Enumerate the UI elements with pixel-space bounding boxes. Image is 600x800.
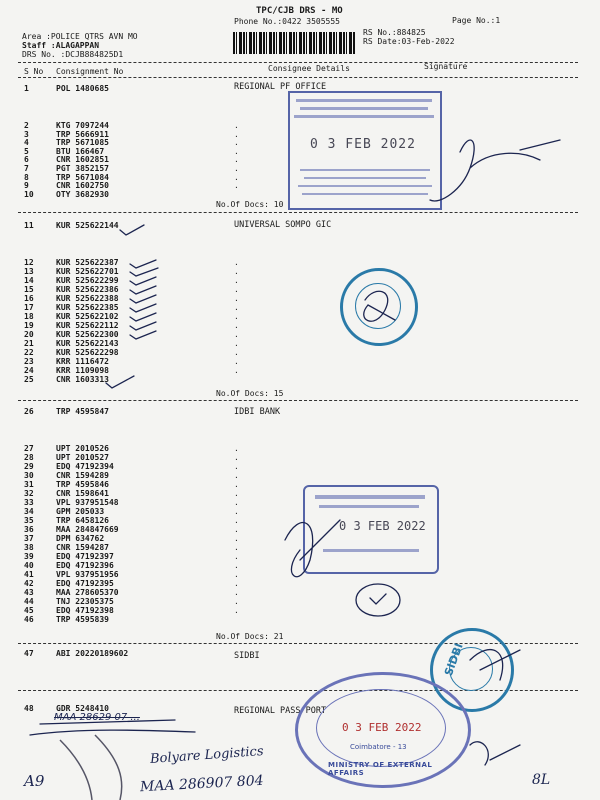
col-consignment: Consignment No (56, 67, 124, 76)
table-row: 1 POL 1480685 (24, 84, 109, 93)
table-row: 11 KUR 525622144 (24, 221, 119, 230)
table-row: 24 KRR 1109098 . (24, 366, 239, 375)
table-row: 5 BTU 166467 . (24, 146, 239, 156)
col-consignee: Consignee Details (268, 64, 350, 73)
table-row: 15 KUR 525622386 . (24, 285, 239, 294)
signature-pf-ink (430, 140, 560, 201)
table-row: 6 CNR 1602851 . (24, 155, 239, 165)
cancelled-consignment: MAA 28629 07 ... (54, 712, 140, 723)
phone-number: Phone No.:0422 3505555 (234, 17, 340, 26)
table-row: 13 KUR 525622701 . (24, 267, 239, 276)
rs-date: RS Date:03-Feb-2022 (363, 37, 455, 46)
table-row: 27 UPT 2010526 . (24, 444, 239, 453)
table-row: 32 CNR 1598641 . (24, 489, 239, 498)
no-of-docs: No.Of Docs: 10 (216, 200, 284, 209)
handwritten-company-note: Bolyare Logistics (149, 744, 265, 767)
table-row: 42 EDQ 47192395 . (24, 579, 239, 588)
no-of-docs: No.Of Docs: 21 (216, 632, 284, 641)
table-row: 36 MAA 284847669 . (24, 525, 239, 534)
table-row: 14 KUR 525622299 . (24, 276, 239, 285)
table-row: 31 TRP 4595846 . (24, 480, 239, 489)
table-row: 34 GPM 205033 . (24, 507, 239, 516)
consignee-passport: REGIONAL PASS PORT (234, 706, 327, 716)
table-row: 3 TRP 5666911 . (24, 129, 239, 139)
table-row: 48 GDR 5248410 (24, 704, 109, 713)
table-row: 20 KUR 525622300 . (24, 330, 239, 339)
table-row: 40 EDQ 47192396 . (24, 561, 239, 570)
idbi-stamp: 0 3 FEB 2022 (303, 485, 439, 574)
table-row: 4 TRP 5671085 . (24, 138, 239, 148)
pf-office-stamp: 0 3 FEB 2022 (288, 91, 442, 210)
table-row: 12 KUR 525622387 . (24, 258, 239, 267)
table-row: 23 KRR 1116472 . (24, 357, 239, 366)
staff-field: Staff :ALAGAPPAN (22, 41, 100, 50)
table-row: 10 OTY 3682930 (24, 189, 109, 199)
consignee-universal-sompo: UNIVERSAL SOMPO GIC (234, 220, 332, 230)
table-row: 43 MAA 278605370 . (24, 588, 239, 597)
table-row: 33 VPL 937951548 . (24, 498, 239, 507)
table-row: 35 TRP 6458126 . (24, 516, 239, 525)
table-row: 21 KUR 525622143 . (24, 339, 239, 348)
table-row: 22 KUR 525622298 . (24, 348, 239, 357)
handwritten-number-a: A9 (24, 772, 45, 790)
col-sno: S No (24, 67, 44, 76)
sidbi-seal: SIDBI (430, 628, 514, 712)
page-title: TPC/CJB DRS - MO (256, 6, 343, 16)
rs-number: RS No.:884825 (363, 28, 426, 37)
table-row: 39 EDQ 47192397 . (24, 552, 239, 561)
table-row: 44 TNJ 22305375 . (24, 597, 239, 606)
consignee-sidbi: SIDBI (234, 651, 260, 661)
handwritten-consignment: MAA 286907 804 (139, 772, 264, 796)
table-row: 46 TRP 4595839 (24, 615, 109, 624)
table-row: 38 CNR 1594287 . (24, 543, 239, 552)
table-row: 7 PGT 3852157 . (24, 164, 239, 173)
handwritten-number-b: 8L (532, 772, 551, 788)
consignee-regional-pf: REGIONAL PF OFFICE (234, 82, 327, 92)
page-number: Page No.:1 (452, 16, 501, 25)
table-row: 41 VPL 937951956 . (24, 570, 239, 579)
table-row: 28 UPT 2010527 . (24, 453, 239, 462)
table-row: 26 TRP 4595847 (24, 407, 109, 416)
table-row: 9 CNR 1602750 . (24, 181, 239, 191)
table-row: 29 EDQ 47192394 . (24, 462, 239, 471)
table-row: 18 KUR 525622102 . (24, 312, 239, 321)
table-row: 37 DPM 634762 . (24, 534, 239, 543)
table-row: 25 CNR 1603313 (24, 375, 109, 384)
table-row: 19 KUR 525622112 . (24, 321, 239, 330)
no-of-docs: No.Of Docs: 15 (216, 389, 284, 398)
table-row: 2 KTG 7097244 . (24, 121, 239, 130)
consignee-idbi: IDBI BANK (234, 407, 281, 417)
table-row: 17 KUR 525622385 . (24, 303, 239, 312)
passport-office-seal: 0 3 FEB 2022 Coimbatore - 13 MINISTRY OF EXTERNAL AFFAIRS (295, 672, 471, 788)
area-field: Area :POLICE QTRS AVN MO (22, 32, 138, 41)
table-row: 47 ABI 20220189602 (24, 649, 129, 658)
drs-number: DRS No. :DCJB884825D1 (22, 50, 124, 59)
col-signature: Signature (424, 62, 468, 71)
table-row: 30 CNR 1594289 . (24, 471, 239, 480)
table-row: 45 EDQ 47192398 . (24, 606, 239, 615)
table-row: 8 TRP 5671084 . (24, 172, 239, 182)
table-row: 16 KUR 525622388 . (24, 294, 239, 303)
